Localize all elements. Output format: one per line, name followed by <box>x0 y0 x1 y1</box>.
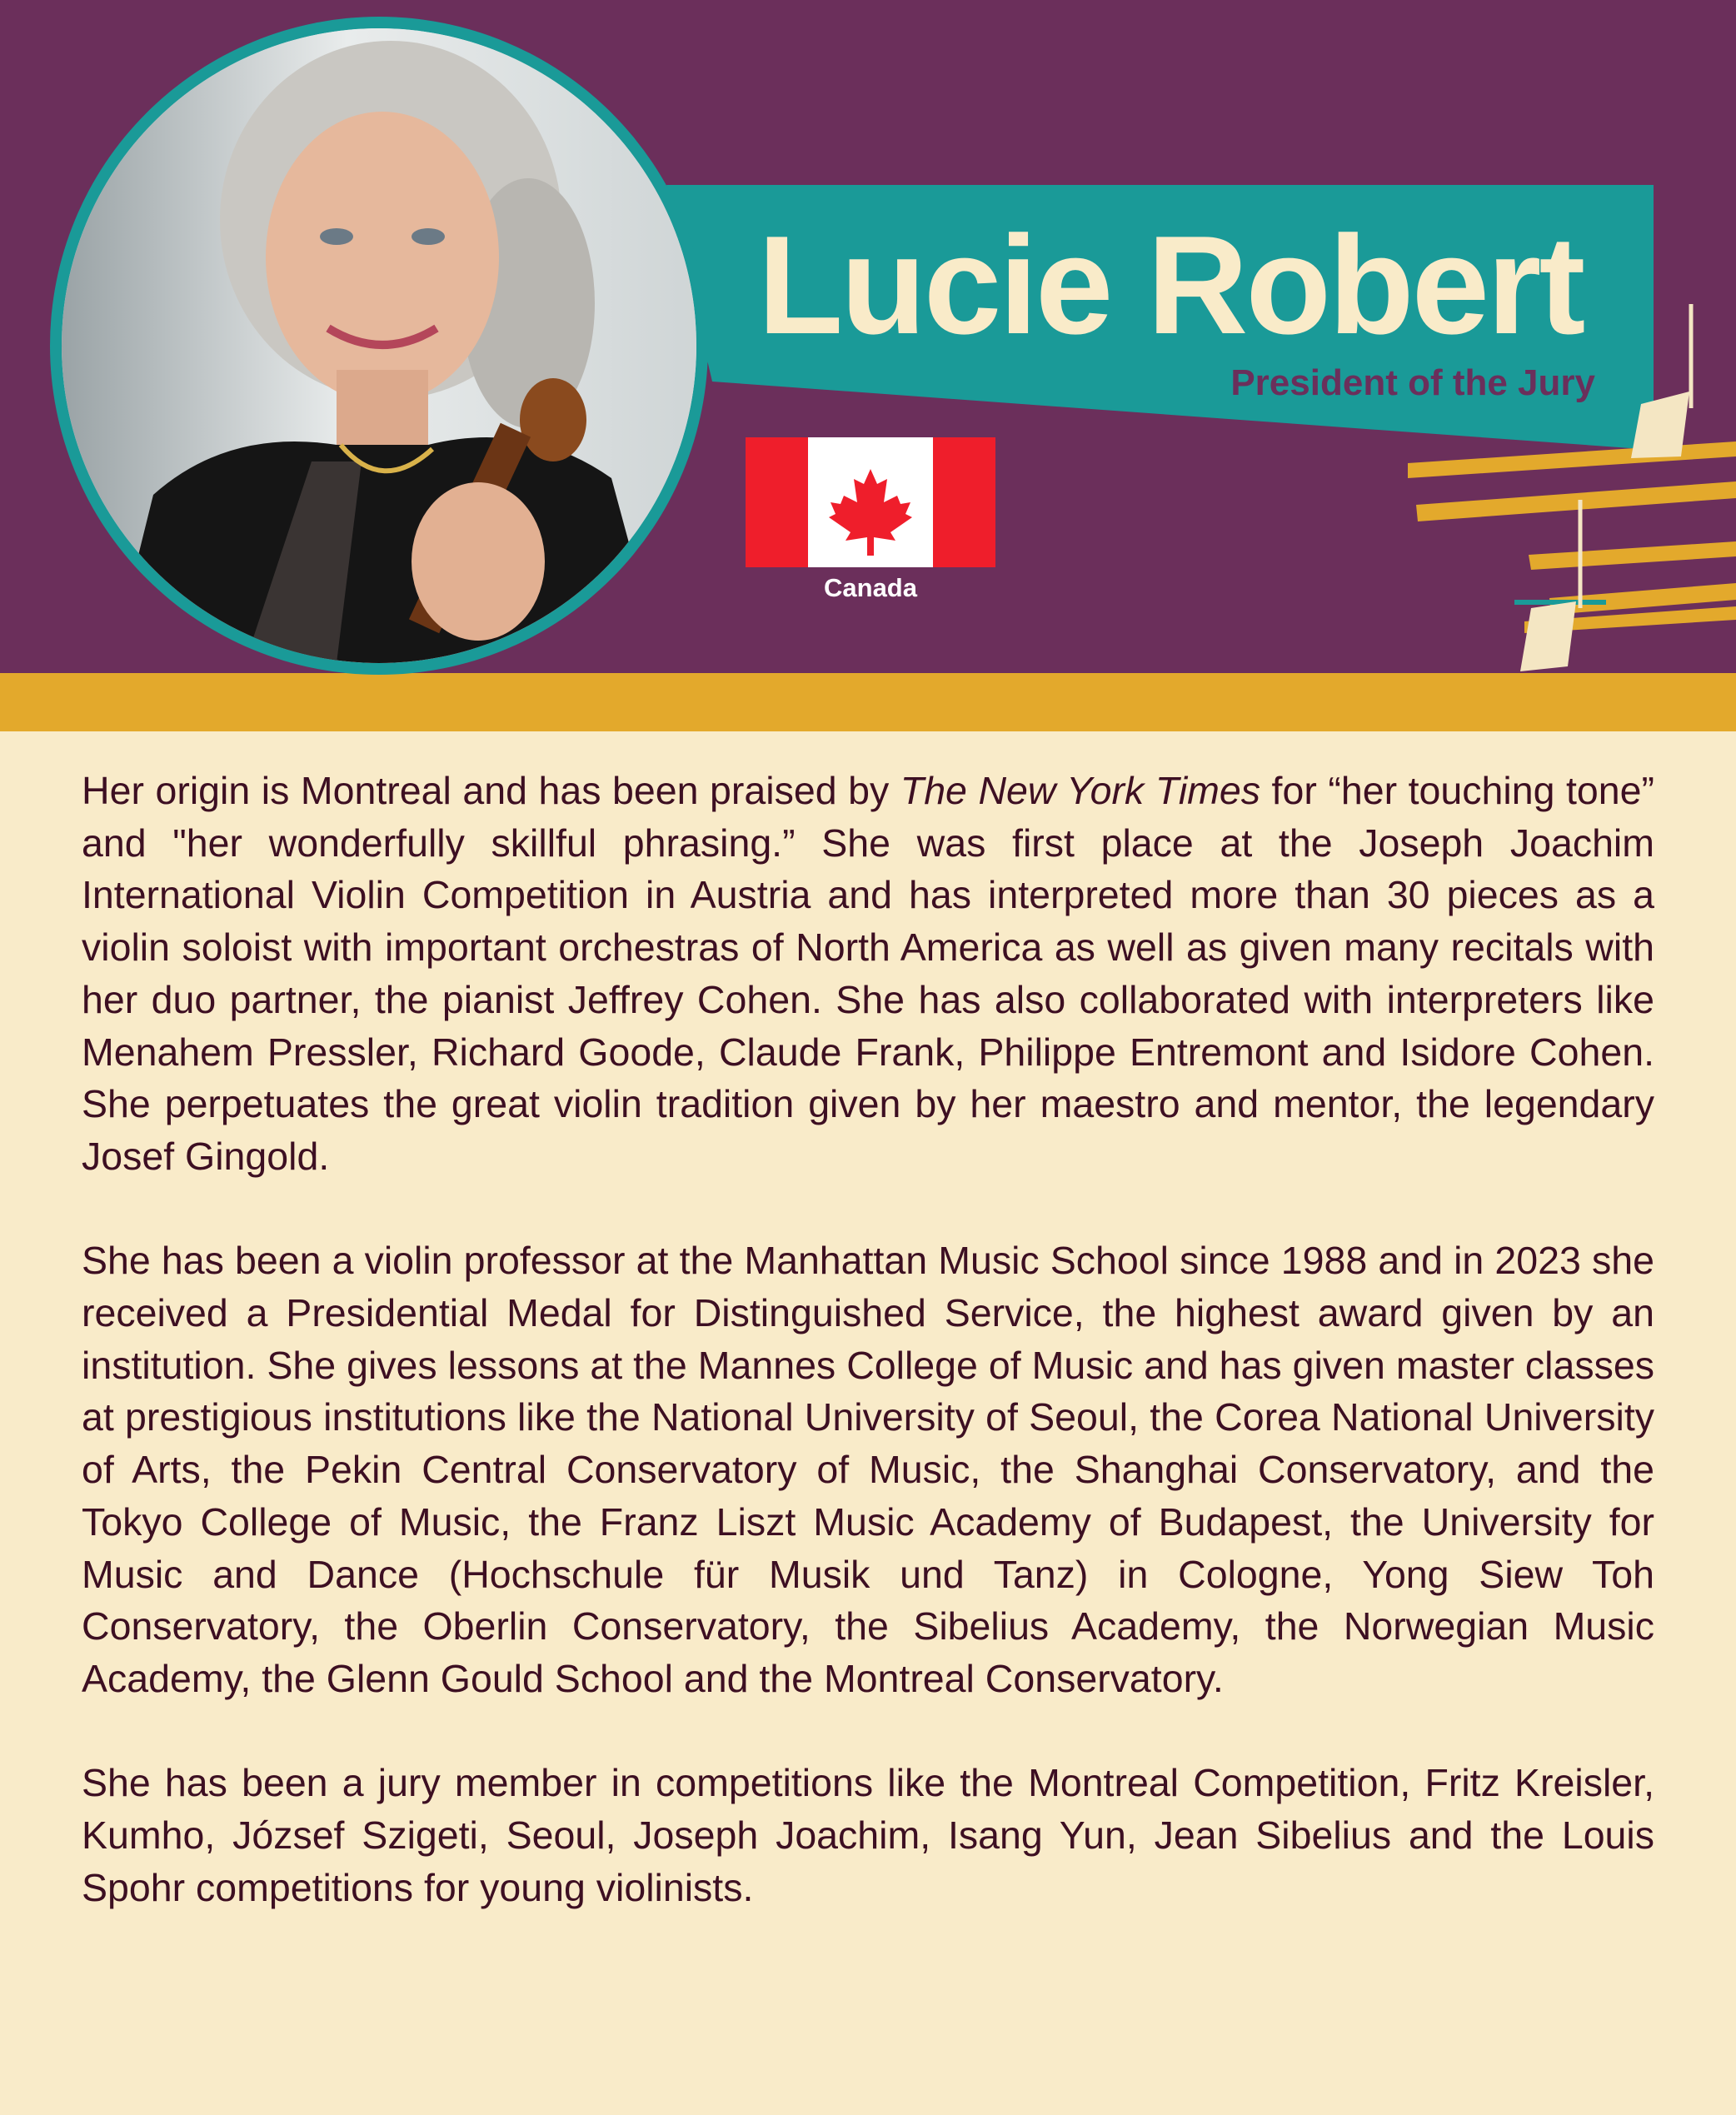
gold-bar-1 <box>1408 441 1736 478</box>
bio-paragraph-2: She has been a violin professor at the Manhattan Music School since 1988 and in 2023 she received a Presidential Medal for Distinguished Service, the highest award given by an institution. She gives lessons at the Mannes College of Music and has given master classes at prestigious institutions like the National University of Seoul, the Corea National University of Arts, the Pekin Central Conservatory of Music, the Shanghai Conservatory, and the Tokyo College of Music, the Franz Liszt Music Academy of Budapest, the University for Music and Dance (Hochschule für Musik und Tanz) in Cologne, Yong Siew Toh Conservatory, the Oberlin Conservatory, the Sibelius Academy, the Norwegian Music Academy, the Glenn Gould School and the Montreal Conservatory. <box>82 1239 1654 1700</box>
bio-p1-rest: for “her touching tone” and "her wonderfully skillful phrasing.” She was first place at the Joseph Joachim International Violin Competition in Austria and has interpreted more than 30 pieces as a violin soloist with important orchestras of North America as well as given many recitals with her duo partner, the pianist Jeffrey Cohen. She has also collaborated with interpreters like Menahem Pressler, Richard Goode, Claude Frank, Philippe Entremont and Isidore Cohen. She perpetuates the great violin tradition given by her maestro and mentor, the legendary Josef Gingold. <box>82 769 1654 1178</box>
gold-bar-2 <box>1416 481 1736 521</box>
bio-paragraph-3: She has been a jury member in competitions like the Montreal Competition, Fritz Kreisler, Kumho, József Szigeti, Seoul, Joseph Joachim, Isang Yun, Jean Sibelius and the Louis Spohr competitions for young violinists. <box>82 1761 1654 1909</box>
country-label: Canada <box>824 573 917 602</box>
jury-role: President of the Jury <box>1230 362 1595 403</box>
portrait-photo <box>62 28 696 663</box>
portrait-frame <box>50 17 708 675</box>
cream-block-2 <box>1520 601 1576 671</box>
bio-p1-start: Her origin is Montreal and has been praised by <box>82 769 900 812</box>
bio-paragraph-1 <box>82 765 1654 1183</box>
jury-member-name: Lucie Robert <box>757 207 1584 363</box>
canada-flag-icon <box>746 437 995 567</box>
newspaper-title: The New York Times <box>900 769 1260 812</box>
gold-bar-3 <box>1529 541 1736 570</box>
biography <box>82 765 1654 1966</box>
